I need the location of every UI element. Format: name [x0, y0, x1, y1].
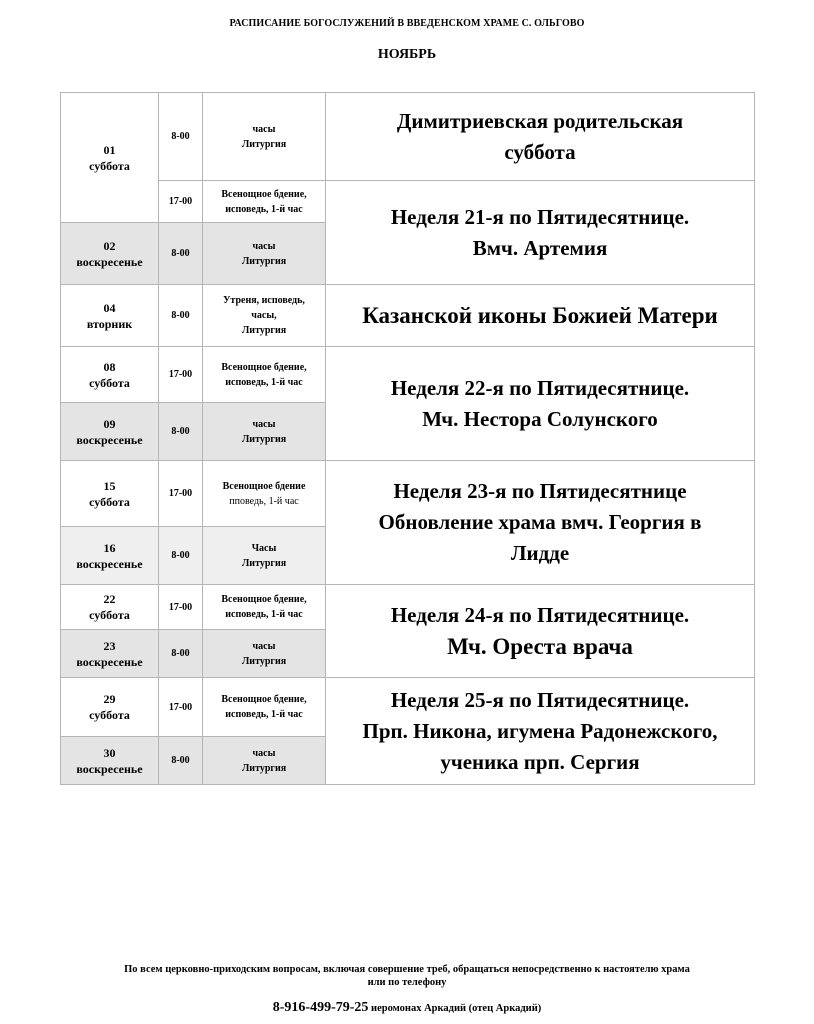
- service-line: Всенощное бдение,: [221, 361, 307, 373]
- service-line: пповедь, 1-й час: [229, 495, 299, 507]
- date: 09: [103, 416, 116, 431]
- time-cell: 17-00: [159, 347, 203, 403]
- time-cell: 8-00: [159, 737, 203, 785]
- priest-name: иеромонах Аркадий (отец Аркадий): [368, 1003, 542, 1014]
- event-cell: [326, 347, 755, 461]
- table-row: [61, 347, 755, 403]
- service-line: Литургия: [241, 325, 287, 336]
- table-row: [61, 678, 755, 737]
- service-line: Литургия: [241, 138, 287, 150]
- date-cell: [61, 585, 159, 630]
- event-line: Мч. Нестора Солунского: [422, 406, 658, 431]
- service-cell: [203, 403, 326, 461]
- page-title: РАСПИСАНИЕ БОГОСЛУЖЕНИЙ В ВВЕДЕНСКОМ ХРАМЕ С. ОЛЬГОВО: [229, 18, 585, 29]
- time-cell: 17-00: [159, 678, 203, 737]
- weekday: воскресенье: [76, 761, 143, 776]
- service-line: часы: [252, 747, 276, 759]
- event-line: суббота: [504, 139, 576, 164]
- date: 15: [103, 478, 116, 493]
- footer-note-line: По всем церковно-приходским вопросам, включая совершение треб, обращаться непосредственно к настоятелю храма: [124, 964, 690, 975]
- event-line: Мч. Ореста врача: [447, 634, 633, 659]
- service-cell: [203, 527, 326, 585]
- weekday: воскресенье: [76, 432, 143, 447]
- service-cell: [203, 93, 326, 181]
- event-line: Димитриевская родительская: [396, 108, 684, 133]
- event-line: Неделя 25-я по Пятидесятнице.: [390, 687, 690, 712]
- table-row: [61, 285, 755, 347]
- event-cell: [326, 93, 755, 181]
- service-cell: [203, 737, 326, 785]
- schedule-table: [60, 92, 755, 785]
- event-line: ученика прп. Сергия: [440, 749, 640, 774]
- service-line: часы: [252, 418, 276, 430]
- weekday: суббота: [89, 158, 130, 173]
- date-cell: [61, 678, 159, 737]
- event-line: Неделя 21-я по Пятидесятнице.: [390, 204, 690, 229]
- date-cell: [61, 630, 159, 678]
- event-line: Неделя 22-я по Пятидесятнице.: [390, 375, 690, 400]
- service-line: Литургия: [241, 762, 287, 774]
- table-row: [61, 93, 755, 181]
- service-line: Литургия: [241, 255, 287, 267]
- time-cell: 8-00: [159, 223, 203, 285]
- event-line: Неделя 23-я по Пятидесятнице: [393, 479, 687, 503]
- date: 04: [103, 300, 116, 315]
- date: 22: [103, 592, 116, 606]
- service-cell: [203, 223, 326, 285]
- time-cell: 17-00: [159, 181, 203, 223]
- weekday: вторник: [86, 316, 133, 331]
- event-cell: [326, 585, 755, 678]
- date-cell: [61, 461, 159, 527]
- event-line: Прп. Никона, игумена Радонежского,: [362, 718, 718, 743]
- date-cell: [61, 737, 159, 785]
- service-cell: [203, 630, 326, 678]
- time-cell: 17-00: [159, 461, 203, 527]
- time-cell: 8-00: [159, 630, 203, 678]
- date: 02: [103, 238, 116, 253]
- service-line: Литургия: [241, 557, 287, 569]
- weekday: воскресенье: [76, 254, 143, 269]
- time-cell: 8-00: [159, 527, 203, 585]
- service-line: часы: [252, 240, 276, 252]
- event-cell: [326, 181, 755, 285]
- weekday: воскресенье: [76, 556, 143, 571]
- service-line: часы: [252, 123, 276, 135]
- time-cell: 8-00: [159, 93, 203, 181]
- date-cell: [61, 223, 159, 285]
- service-cell: [203, 181, 326, 223]
- time-cell: 8-00: [159, 403, 203, 461]
- service-cell: [203, 678, 326, 737]
- service-line: исповедь, 1-й час: [225, 709, 303, 720]
- service-line: Литургия: [241, 655, 287, 667]
- footer-note: [50, 963, 764, 989]
- date-cell: [61, 93, 159, 223]
- service-line: исповедь, 1-й час: [225, 376, 303, 388]
- service-line: Литургия: [241, 433, 287, 445]
- date-cell: [61, 403, 159, 461]
- service-line: Всенощное бдение,: [221, 694, 307, 705]
- event-line: Казанской иконы Божией Матери: [362, 303, 718, 328]
- event-cell: [326, 285, 755, 347]
- event-line: Неделя 24-я по Пятидесятнице.: [390, 603, 690, 627]
- service-line: Часы: [251, 542, 277, 554]
- event-line: Обновление храма вмч. Георгия в: [378, 510, 702, 534]
- footer-note-line: или по телефону: [367, 977, 447, 988]
- service-cell: [203, 347, 326, 403]
- service-line: исповедь, 1-й час: [225, 609, 303, 620]
- table-row: [61, 461, 755, 527]
- event-line: Вмч. Артемия: [472, 235, 608, 260]
- event-cell: [326, 678, 755, 785]
- service-line: часы,: [251, 310, 277, 321]
- service-line: исповедь, 1-й час: [225, 203, 303, 215]
- service-line: Всенощное бдение: [222, 480, 306, 492]
- date: 08: [103, 359, 116, 374]
- phone-number: 8-916-499-79-25: [272, 1000, 369, 1015]
- service-cell: [203, 585, 326, 630]
- weekday: суббота: [89, 494, 130, 509]
- service-cell: [203, 285, 326, 347]
- date: 16: [103, 540, 116, 555]
- date: 29: [103, 692, 116, 706]
- weekday: воскресенье: [76, 654, 143, 669]
- event-cell: [326, 461, 755, 585]
- weekday: суббота: [89, 608, 130, 622]
- service-line: Всенощное бдение,: [221, 594, 307, 605]
- time-cell: 8-00: [159, 285, 203, 347]
- table-row: [61, 181, 755, 223]
- time-cell: 17-00: [159, 585, 203, 630]
- event-line: Лидде: [510, 541, 570, 565]
- service-line: часы: [252, 640, 276, 652]
- date: 23: [103, 638, 116, 653]
- date-cell: [61, 285, 159, 347]
- weekday: суббота: [89, 708, 130, 722]
- date: 01: [103, 142, 116, 157]
- service-line: Утреня, исповедь,: [223, 295, 305, 306]
- table-row: [61, 585, 755, 630]
- month-title: НОЯБРЬ: [377, 47, 437, 62]
- service-cell: [203, 461, 326, 527]
- date: 30: [103, 745, 116, 760]
- weekday: суббота: [89, 375, 130, 390]
- service-line: Всенощное бдение,: [221, 188, 307, 200]
- footer-contact: [0, 998, 814, 1016]
- date-cell: [61, 347, 159, 403]
- date-cell: [61, 527, 159, 585]
